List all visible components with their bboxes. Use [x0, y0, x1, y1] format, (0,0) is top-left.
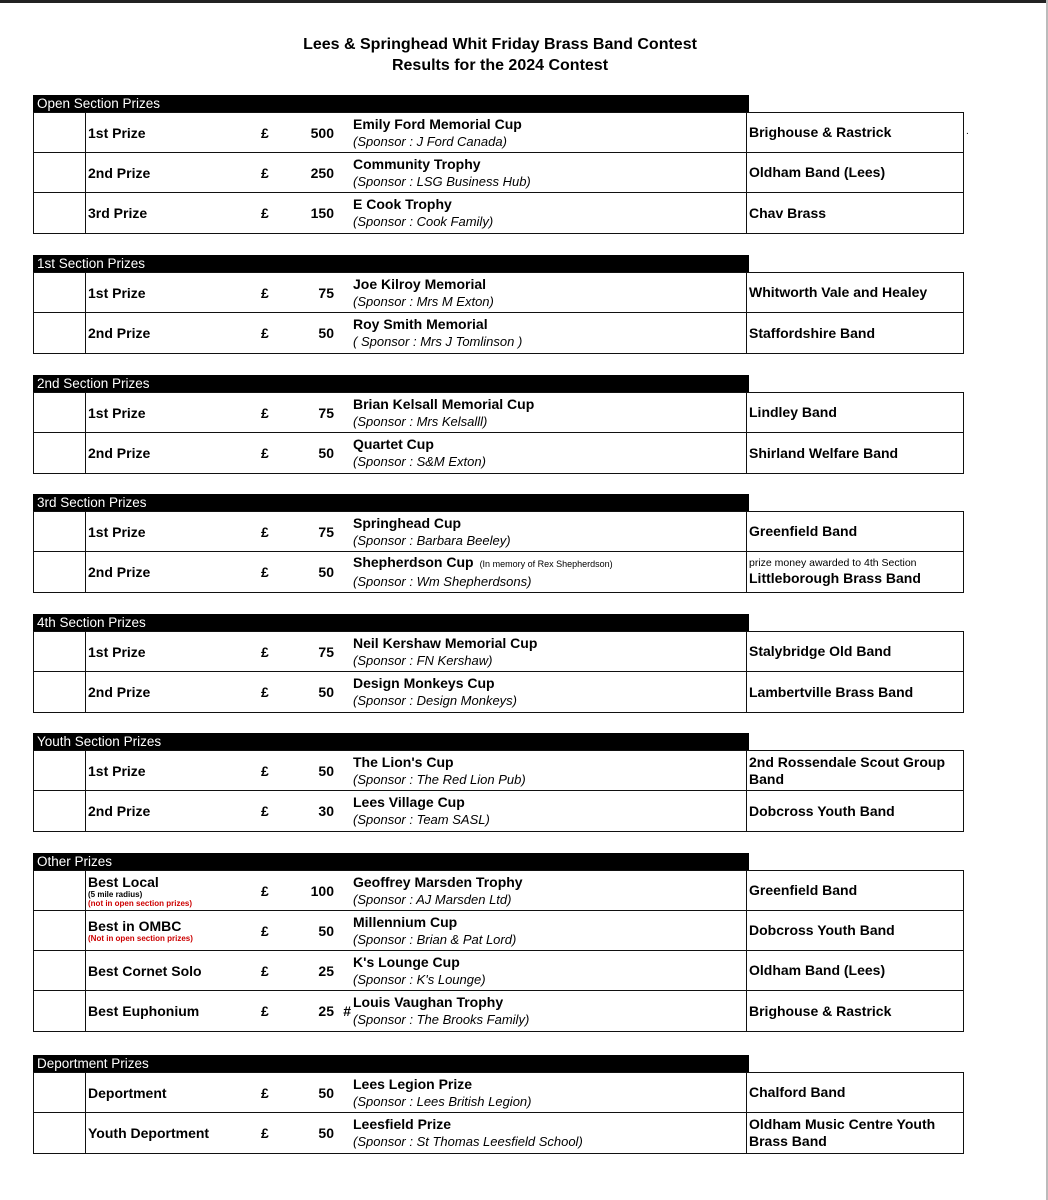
- blank-cell: [34, 113, 86, 152]
- winner-name: Oldham Music Centre Youth Brass Band: [749, 1116, 936, 1149]
- trophy-cell: [351, 113, 747, 152]
- prize-cell: [86, 791, 261, 831]
- winner-cell: [747, 273, 963, 312]
- blank-cell: [34, 1113, 86, 1153]
- winner-name: Chalford Band: [749, 1084, 846, 1100]
- document-title: [0, 34, 1000, 76]
- section-header: 2nd Section Prizes: [33, 375, 749, 392]
- section-8: [33, 1055, 964, 1154]
- currency-symbol: £: [261, 564, 269, 580]
- prize-cell: [86, 672, 261, 712]
- section-1: [33, 95, 964, 234]
- section-table: [33, 870, 964, 1032]
- sponsor-text: (Sponsor : LSG Business Hub): [353, 173, 531, 189]
- title-line-2: Results for the 2024 Contest: [391, 57, 609, 74]
- amount-cell: [261, 791, 351, 831]
- trophy-name: Springhead Cup: [353, 514, 462, 531]
- prize-label: 2nd Prize: [88, 325, 151, 341]
- prize-label: 2nd Prize: [88, 445, 151, 461]
- trophy-cell: [351, 791, 747, 831]
- prize-cell: [86, 433, 261, 473]
- trophy-name: K's Lounge Cup: [353, 953, 460, 970]
- section-table: [33, 112, 964, 234]
- trophy-name: E Cook Trophy: [353, 196, 452, 212]
- trophy-name: Emily Ford Memorial Cup: [353, 115, 522, 132]
- winner-name: Staffordshire Band: [749, 324, 876, 341]
- section-3: [33, 375, 964, 474]
- trophy-name: Lees Legion Prize: [353, 1075, 473, 1092]
- winner-name: Littleborough Brass Band: [749, 570, 921, 586]
- prize-row: [34, 672, 963, 712]
- amount-cell: [261, 433, 351, 473]
- winner-cell: [747, 871, 963, 910]
- stray-mark: .: [966, 126, 969, 137]
- prize-row: [34, 1113, 963, 1153]
- prize-label: 1st Prize: [88, 284, 146, 301]
- amount-cell: [261, 273, 351, 312]
- currency-symbol: £: [261, 523, 269, 540]
- section-6: [33, 733, 964, 832]
- winner-name: Whitworth Vale and Healey: [749, 284, 928, 300]
- prize-label: 2nd Prize: [88, 164, 151, 181]
- prize-amount: 50: [318, 1125, 334, 1141]
- prize-amount: 50: [318, 325, 334, 341]
- winner-cell: [747, 791, 963, 831]
- winner-name: Lindley Band: [749, 404, 837, 420]
- prize-amount: 50: [318, 1084, 334, 1101]
- amount-cell: [261, 153, 351, 192]
- section-table: [33, 631, 964, 713]
- sponsor-text: (Sponsor : Brian & Pat Lord): [353, 931, 517, 947]
- trophy-cell: [351, 991, 747, 1031]
- prize-row: [34, 871, 963, 911]
- page-top-border: [0, 0, 1048, 3]
- prize-cell: [86, 991, 261, 1031]
- blank-cell: [34, 153, 86, 192]
- blank-cell: [34, 393, 86, 432]
- sponsor-text: (Sponsor : AJ Marsden Ltd): [353, 891, 512, 907]
- winner-cell: [747, 951, 963, 990]
- currency-symbol: £: [261, 124, 269, 141]
- prize-amount: 100: [310, 882, 334, 899]
- trophy-name: The Lion's Cup: [353, 753, 454, 770]
- prize-cell: [86, 273, 261, 312]
- winner-name: Oldham Band (Lees): [749, 962, 886, 978]
- prize-label: Best in OMBC: [88, 918, 182, 934]
- prize-label: 1st Prize: [88, 124, 146, 141]
- sponsor-text: (Sponsor : Mrs Kelsalll): [353, 413, 488, 429]
- currency-symbol: £: [261, 1084, 269, 1101]
- amount-cell: [261, 193, 351, 233]
- prize-cell: [86, 871, 261, 910]
- trophy-cell: [351, 871, 747, 910]
- winner-name: Oldham Band (Lees): [749, 164, 886, 180]
- winner-name: Brighouse & Rastrick: [749, 124, 892, 140]
- winner-name: Greenfield Band: [749, 882, 858, 898]
- amount-cell: [261, 911, 351, 950]
- amount-cell: [261, 871, 351, 910]
- prize-cell: [86, 911, 261, 950]
- sponsor-text: (Sponsor : The Brooks Family): [353, 1012, 530, 1027]
- winner-cell: [747, 672, 963, 712]
- prize-label: Best Cornet Solo: [88, 962, 202, 979]
- blank-cell: [34, 911, 86, 950]
- section-header: 4th Section Prizes: [33, 614, 749, 631]
- prize-amount: 50: [318, 762, 334, 779]
- winner-cell: [747, 313, 963, 353]
- section-table: [33, 1072, 964, 1154]
- prize-amount: 150: [310, 205, 334, 221]
- sponsor-text: (Sponsor : St Thomas Leesfield School): [353, 1134, 583, 1149]
- prize-amount: 75: [318, 523, 334, 540]
- blank-cell: [34, 991, 86, 1031]
- trophy-name: Brian Kelsall Memorial Cup: [353, 395, 535, 412]
- trophy-cell: [351, 433, 747, 473]
- winner-name: Dobcross Youth Band: [749, 802, 895, 819]
- section-2: [33, 255, 964, 354]
- winner-cell: [747, 751, 963, 790]
- winner-cell: [747, 193, 963, 233]
- section-header: Open Section Prizes: [33, 95, 749, 112]
- currency-symbol: £: [261, 684, 269, 700]
- prize-row: [34, 911, 963, 951]
- prize-cell: [86, 552, 261, 592]
- sponsor-text: (Sponsor : Barbara Beeley): [353, 532, 511, 548]
- prize-label: 1st Prize: [88, 643, 146, 660]
- prize-label: 3rd Prize: [88, 205, 148, 221]
- prize-row: [34, 512, 963, 552]
- trophy-name: Design Monkeys Cup: [353, 675, 495, 691]
- winner-name: Lambertville Brass Band: [749, 683, 914, 700]
- amount-cell: [261, 951, 351, 990]
- prize-amount: 50: [318, 564, 334, 580]
- winner-cell: [747, 393, 963, 432]
- winner-name: Greenfield Band: [749, 523, 858, 539]
- currency-symbol: £: [261, 803, 269, 819]
- trophy-cell: [351, 552, 747, 592]
- prize-label: 2nd Prize: [88, 684, 151, 700]
- prize-amount: 75: [318, 284, 334, 301]
- prize-row: [34, 632, 963, 672]
- trophy-memo: (In memory of Rex Shepherdson): [479, 559, 613, 569]
- winner-name: Chav Brass: [749, 204, 827, 221]
- sponsor-text: (Sponsor : Team SASL): [353, 812, 490, 827]
- blank-cell: [34, 552, 86, 592]
- trophy-cell: [351, 153, 747, 192]
- amount-cell: [261, 632, 351, 671]
- amount-cell: [261, 552, 351, 592]
- blank-cell: [34, 632, 86, 671]
- prize-row: [34, 193, 963, 233]
- trophy-name: Millennium Cup: [353, 913, 458, 930]
- prize-row: [34, 951, 963, 991]
- sponsor-text: ( Sponsor : Mrs J Tomlinson ): [353, 334, 523, 349]
- section-header: 3rd Section Prizes: [33, 494, 749, 511]
- section-5: [33, 614, 964, 713]
- winner-cell: [747, 552, 963, 592]
- currency-symbol: £: [261, 284, 269, 301]
- amount-cell: [261, 393, 351, 432]
- prize-label: Deportment: [88, 1084, 167, 1101]
- section-header: Deportment Prizes: [33, 1055, 749, 1072]
- winner-cell: [747, 512, 963, 551]
- prize-row: [34, 313, 963, 353]
- prize-cell: [86, 193, 261, 233]
- trophy-name: Community Trophy: [353, 155, 481, 172]
- sponsor-text: (Sponsor : K's Lounge): [353, 971, 486, 987]
- prize-row: [34, 153, 963, 193]
- prize-label: Youth Deportment: [88, 1125, 210, 1141]
- sponsor-text: (Sponsor : Design Monkeys): [353, 693, 518, 708]
- winner-cell: [747, 632, 963, 671]
- trophy-cell: [351, 1073, 747, 1112]
- winner-name: Brighouse & Rastrick: [749, 1002, 892, 1019]
- currency-symbol: £: [261, 643, 269, 660]
- section-table: [33, 392, 964, 474]
- trophy-cell: [351, 951, 747, 990]
- title-line-1: Lees & Springhead Whit Friday Brass Band Contest: [303, 36, 697, 53]
- prize-amount: 50: [318, 922, 334, 939]
- prize-exclusion-note: (Not in open section prizes): [88, 934, 193, 943]
- winner-cell: [747, 991, 963, 1031]
- section-7: [33, 853, 964, 1032]
- trophy-name: Louis Vaughan Trophy: [353, 994, 504, 1010]
- trophy-cell: [351, 273, 747, 312]
- currency-symbol: £: [261, 882, 269, 899]
- prize-note: (5 mile radius): [88, 889, 143, 899]
- prize-amount: 50: [318, 684, 334, 700]
- blank-cell: [34, 672, 86, 712]
- prize-cell: [86, 113, 261, 152]
- trophy-cell: [351, 632, 747, 671]
- amount-cell: [261, 672, 351, 712]
- prize-cell: [86, 1073, 261, 1112]
- trophy-cell: [351, 1113, 747, 1153]
- trophy-cell: [351, 512, 747, 551]
- currency-symbol: £: [261, 962, 269, 979]
- winner-cell: [747, 153, 963, 192]
- trophy-name: Joe Kilroy Memorial: [353, 275, 487, 292]
- currency-symbol: £: [261, 164, 269, 181]
- prize-row: [34, 791, 963, 831]
- prize-amount: 25: [318, 1003, 334, 1019]
- trophy-cell: [351, 313, 747, 353]
- prize-label: 1st Prize: [88, 762, 146, 779]
- sponsor-text: (Sponsor : S&M Exton): [353, 454, 486, 469]
- blank-cell: [34, 273, 86, 312]
- blank-cell: [34, 193, 86, 233]
- prize-cell: [86, 951, 261, 990]
- amount-cell: [261, 113, 351, 152]
- section-table: [33, 750, 964, 832]
- trophy-name: Roy Smith Memorial: [353, 316, 488, 332]
- amount-cell: [261, 313, 351, 353]
- section-table: [33, 272, 964, 354]
- prize-amount: 30: [318, 803, 334, 819]
- blank-cell: [34, 751, 86, 790]
- prize-cell: [86, 313, 261, 353]
- blank-cell: [34, 1073, 86, 1112]
- winner-cell: [747, 433, 963, 473]
- winner-name: Shirland Welfare Band: [749, 444, 899, 461]
- currency-symbol: £: [261, 922, 269, 939]
- prize-cell: [86, 632, 261, 671]
- prize-exclusion-note: (not in open section prizes): [88, 898, 193, 908]
- trophy-name: Shepherdson Cup (In memory of Rex Shepherdson): [353, 554, 613, 570]
- prize-amount: 50: [318, 445, 334, 461]
- blank-cell: [34, 791, 86, 831]
- section-table: [33, 511, 964, 593]
- prize-amount: 25: [318, 962, 334, 979]
- prize-row: [34, 751, 963, 791]
- sponsor-text: (Sponsor : Mrs M Exton): [353, 293, 494, 309]
- prize-label: 2nd Prize: [88, 564, 151, 580]
- blank-cell: [34, 512, 86, 551]
- prize-row: [34, 991, 963, 1031]
- winner-name: Stalybridge Old Band: [749, 643, 892, 659]
- sponsor-text: (Sponsor : FN Kershaw): [353, 652, 493, 668]
- trophy-cell: [351, 672, 747, 712]
- currency-symbol: £: [261, 205, 269, 221]
- section-header: 1st Section Prizes: [33, 255, 749, 272]
- blank-cell: [34, 871, 86, 910]
- trophy-cell: [351, 911, 747, 950]
- trophy-name: Neil Kershaw Memorial Cup: [353, 634, 538, 651]
- currency-symbol: £: [261, 762, 269, 779]
- amount-cell: [261, 991, 351, 1031]
- winner-cell: [747, 1073, 963, 1112]
- blank-cell: [34, 433, 86, 473]
- prize-row: [34, 113, 963, 153]
- prize-amount: 75: [318, 404, 334, 421]
- prize-label: 1st Prize: [88, 523, 146, 540]
- trophy-name: Geoffrey Marsden Trophy: [353, 873, 523, 890]
- sponsor-text: (Sponsor : Lees British Legion): [353, 1093, 532, 1109]
- currency-symbol: £: [261, 1003, 269, 1019]
- amount-cell: [261, 1073, 351, 1112]
- amount-cell: [261, 751, 351, 790]
- prize-row: [34, 1073, 963, 1113]
- prize-label: 2nd Prize: [88, 803, 151, 819]
- sponsor-text: (Sponsor : Cook Family): [353, 214, 494, 229]
- winner-cell: [747, 911, 963, 950]
- prize-cell: [86, 1113, 261, 1153]
- trophy-cell: [351, 751, 747, 790]
- prize-cell: [86, 512, 261, 551]
- sponsor-text: (Sponsor : Wm Shepherdsons): [353, 574, 532, 589]
- currency-symbol: £: [261, 325, 269, 341]
- prize-row: [34, 273, 963, 313]
- winner-name: Dobcross Youth Band: [749, 922, 895, 938]
- sponsor-text: (Sponsor : J Ford Canada): [353, 133, 507, 149]
- trophy-name: Quartet Cup: [353, 436, 434, 452]
- currency-symbol: £: [261, 404, 269, 421]
- section-header: Youth Section Prizes: [33, 733, 749, 750]
- prize-cell: [86, 153, 261, 192]
- blank-cell: [34, 313, 86, 353]
- currency-symbol: £: [261, 1125, 269, 1141]
- prize-amount: 500: [310, 124, 334, 141]
- trophy-cell: [351, 193, 747, 233]
- prize-cell: [86, 751, 261, 790]
- amount-cell: [261, 1113, 351, 1153]
- prize-row: [34, 393, 963, 433]
- winner-cell: [747, 113, 963, 152]
- blank-cell: [34, 951, 86, 990]
- section-header: Other Prizes: [33, 853, 749, 870]
- prize-label: 1st Prize: [88, 404, 146, 421]
- prize-amount: 75: [318, 643, 334, 660]
- winner-cell: [747, 1113, 963, 1153]
- prize-label: Best Euphonium: [88, 1003, 200, 1019]
- section-4: [33, 494, 964, 593]
- winner-name: 2nd Rossendale Scout Group Band: [749, 753, 946, 787]
- currency-symbol: £: [261, 445, 269, 461]
- prize-row: [34, 552, 963, 592]
- trophy-name: Lees Village Cup: [353, 794, 465, 810]
- prize-cell: [86, 393, 261, 432]
- amount-cell: [261, 512, 351, 551]
- trophy-name: Leesfield Prize: [353, 1116, 452, 1132]
- sponsor-text: (Sponsor : The Red Lion Pub): [353, 771, 526, 787]
- prize-label: Best Local: [88, 873, 159, 890]
- winner-note: prize money awarded to 4th Section: [749, 557, 917, 569]
- prize-row: [34, 433, 963, 473]
- prize-amount: 250: [310, 164, 334, 181]
- hash-mark: #: [343, 1003, 351, 1019]
- trophy-cell: [351, 393, 747, 432]
